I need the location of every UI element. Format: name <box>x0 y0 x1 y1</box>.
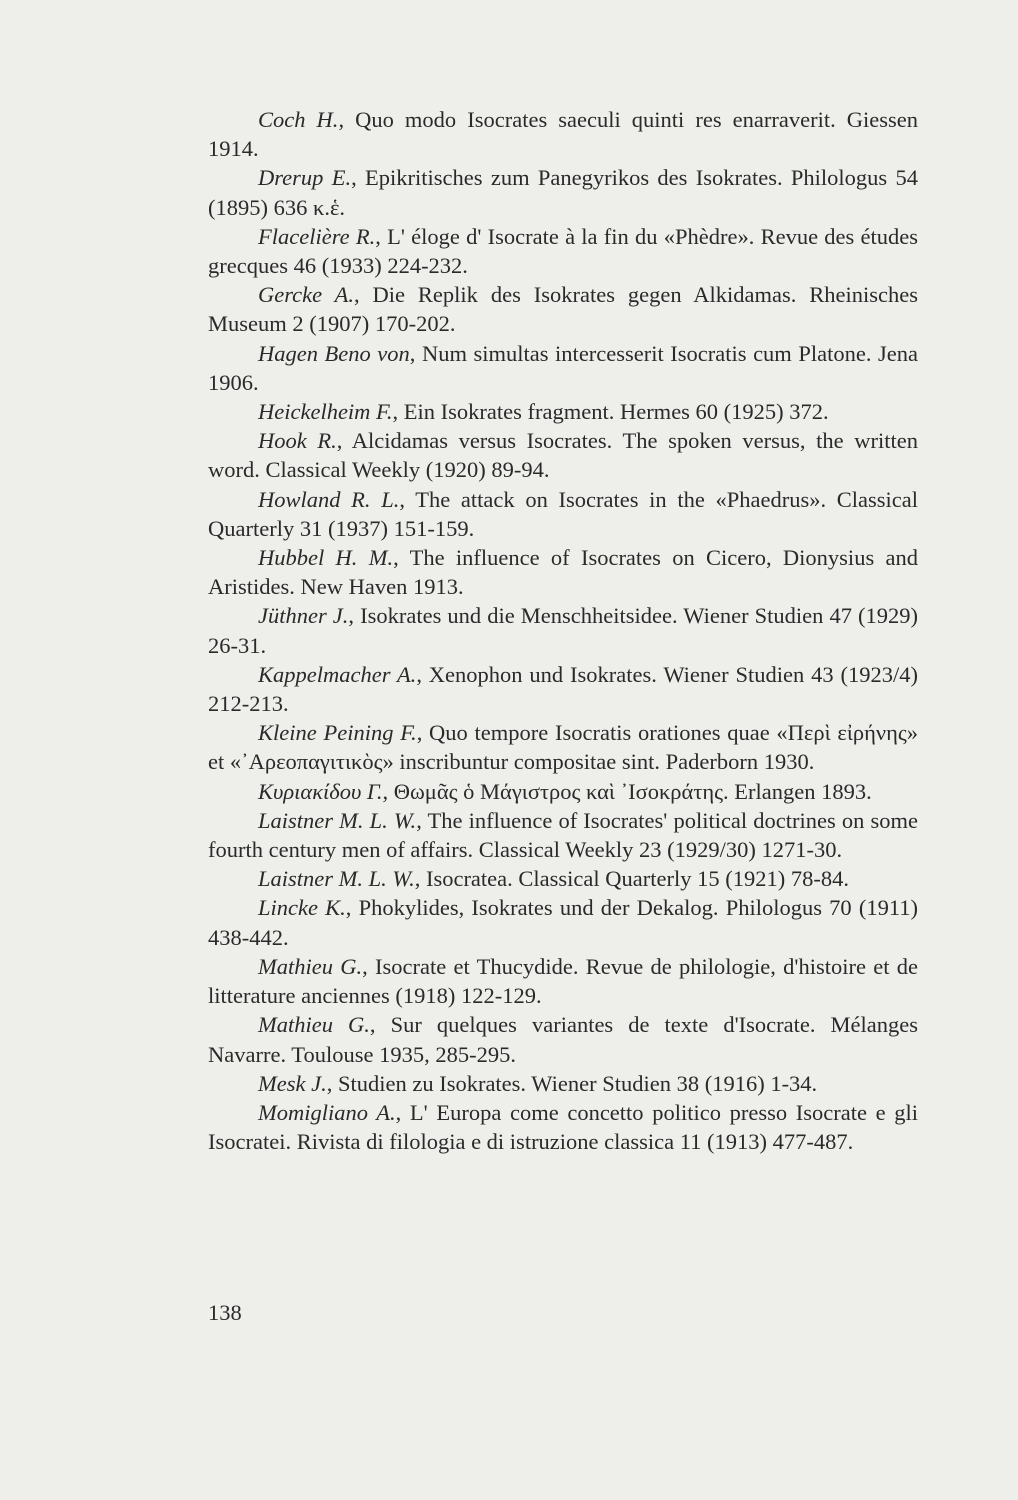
bibliography-entry <box>208 339 918 397</box>
entry-text: , The influence of Isocrates on Cicero, Dionysius and Aristides. New Haven 1913. <box>208 545 918 600</box>
entry-text: , Die Replik des Isokrates gegen Alkidamas. Rheinisches Museum 2 (1907) 170-202. <box>208 282 918 337</box>
entry-text: , Isocratea. Classical Quarterly 15 (1921) 78-84. <box>414 866 849 892</box>
entry-text: , Isokrates und die Menschheitsidee. Wiener Studien 47 (1929) 26-31. <box>208 603 918 658</box>
entry-text: , Studien zu Isokrates. Wiener Studien 38 (1916) 1-34. <box>326 1070 818 1096</box>
entry-author: Kleine Peining F. <box>258 720 417 746</box>
bibliography-entry <box>208 952 918 1010</box>
bibliography-entry <box>208 893 918 951</box>
entry-text: , L' éloge d' Isocrate à la fin du «Phèdre». Revue des études grecques 46 (1933) 224-232. <box>208 223 919 279</box>
bibliography-entry <box>208 660 918 718</box>
entry-text: , Isocrate et Thucydide. Revue de philologie, d'histoire et de litterature anciennes (1918) 122-129. <box>208 953 918 1009</box>
entry-author: Hook R. <box>258 428 337 454</box>
entry-text: , Θωμᾶς ὁ Μάγιστρος καὶ ᾿Ισοκράτης. Erlangen 1893. <box>382 778 872 804</box>
entry-text: , Phokylides, Isokrates und der Dekalog. Philologus 70 (1911) 438-442. <box>208 895 919 950</box>
bibliography-entry <box>208 1010 918 1068</box>
entry-author: Laistner M. L. W. <box>258 866 415 892</box>
page-number: 138 <box>208 1300 242 1325</box>
entry-text: , L' Europa come concetto politico presso Isocrate e gli Isocratei. Rivista di filologia e di istruzione classica 11 (1913) 477-487. <box>208 1099 918 1155</box>
bibliography-entry <box>208 105 918 163</box>
bibliography-entry <box>208 864 918 893</box>
entry-text: , The attack on Isocrates in the «Phaedrus». Classical Quarterly 31 (1937) 151-159. <box>208 486 919 541</box>
entry-author: Coch H. <box>258 107 339 132</box>
bibliography-entry <box>208 485 918 543</box>
bibliography-entry <box>208 1069 918 1098</box>
entry-text: , Xenophon und Isokrates. Wiener Studien 43 (1923/4) 212-213. <box>208 661 919 717</box>
entry-author: Howland R. L. <box>258 486 400 512</box>
entry-text: , Epikritisches zum Panegyrikos des Isokrates. Philologus 54 (1895) 636 κ.ἑ. <box>208 165 918 220</box>
bibliography-list <box>208 105 918 1156</box>
entry-author: Kappelmacher A. <box>258 661 417 687</box>
bibliography-entry <box>208 280 918 338</box>
bibliography-entry <box>208 397 918 426</box>
entry-text: , Quo tempore Isocratis orationes quae «Περὶ εἰρήνης» et «᾿Αρεοπαγιτικὸς» inscribuntur compositae sint. Paderborn 1930. <box>208 720 919 775</box>
bibliography-entry <box>208 163 918 221</box>
entry-author: Flacelière R. <box>258 223 376 249</box>
entry-author: Hagen Beno von <box>258 340 410 366</box>
entry-author: Lincke K. <box>258 895 346 921</box>
entry-author: Mathieu G. <box>258 1012 370 1038</box>
entry-text: , Sur quelques variantes de texte d'Isocrate. Mélanges Navarre. Toulouse 1935, 285-295. <box>208 1012 918 1067</box>
entry-text: , Num simultas intercesserit Isocratis cum Platone. Jena 1906. <box>208 340 918 395</box>
entry-text: , Quo modo Isocrates saeculi quinti res enarraverit. Giessen 1914. <box>208 107 919 162</box>
entry-author: Jüthner J. <box>258 603 349 629</box>
entry-author: Gercke A. <box>258 282 354 308</box>
entry-author: Heickelheim F. <box>258 399 393 425</box>
entry-author: Mesk J. <box>258 1070 327 1096</box>
entry-author: Laistner M. L. W. <box>258 807 417 833</box>
bibliography-entry <box>208 777 918 806</box>
entry-author: Drerup E. <box>258 165 352 191</box>
bibliography-entry <box>208 222 918 280</box>
entry-author: Mathieu G. <box>258 953 363 979</box>
entry-text: , Ein Isokrates fragment. Hermes 60 (1925) 372. <box>392 399 829 425</box>
bibliography-entry <box>208 543 918 601</box>
bibliography-entry <box>208 601 918 659</box>
entry-text: , The influence of Isocrates' political doctrines on some fourth century men of affairs. Classical Weekly 23 (1929/30) 1271-30. <box>208 807 918 863</box>
entry-author: Hubbel H. M. <box>258 545 394 571</box>
bibliography-entry <box>208 718 918 776</box>
bibliography-entry <box>208 1098 918 1156</box>
entry-author: Κυριακίδου Γ. <box>258 778 383 804</box>
entry-author: Momigliano A. <box>258 1099 396 1125</box>
entry-text: , Alcidamas versus Isocrates. The spoken versus, the written word. Classical Weekly (1920) 89-94. <box>208 428 918 483</box>
bibliography-entry <box>208 806 918 864</box>
bibliography-entry <box>208 426 918 484</box>
